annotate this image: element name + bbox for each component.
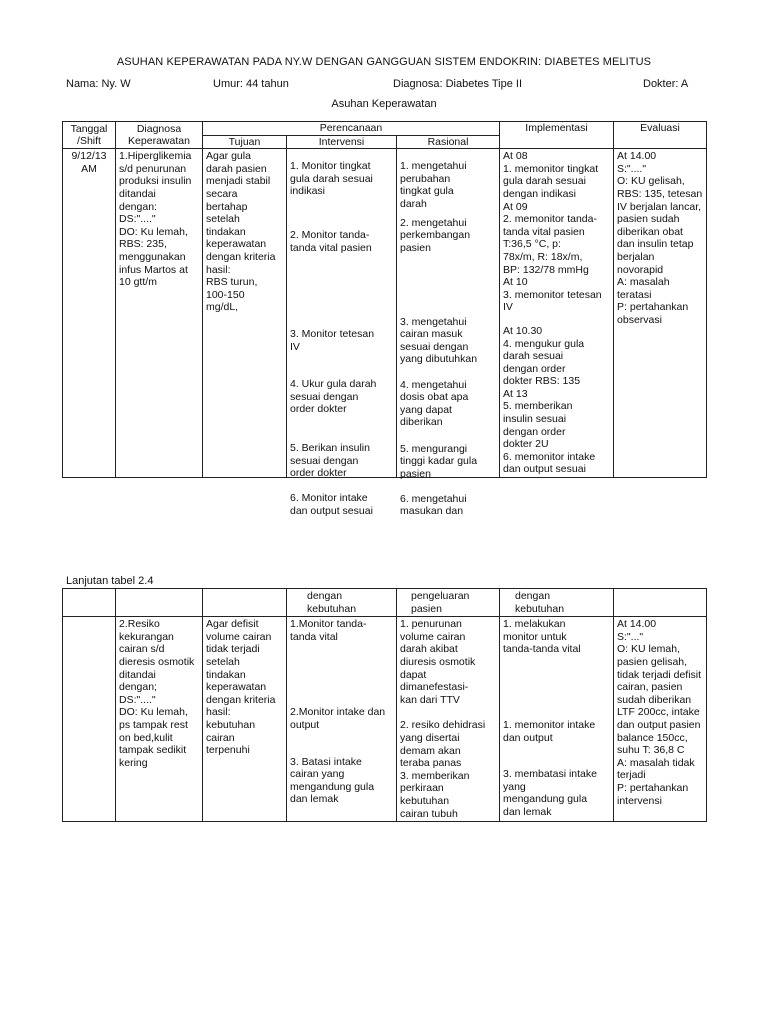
implementasi-item: 3. membatasi intake yang mengandung gula dan lemak [503, 768, 597, 818]
intervensi-item: 1.Monitor tanda- tanda vital [290, 618, 367, 643]
implementasi-item: At 09 2. memonitor tanda- tanda vital pasien T:36,5 °C, p: 78x/m, R: 18x/m, BP: 132/78 mmHg [503, 200, 597, 276]
cell-implementasi-2 [500, 617, 614, 822]
intervensi-item: 3. Monitor tetesan IV [290, 327, 375, 353]
cont-intervensi: dengan kebutuhan [287, 589, 397, 617]
intervensi-item: 3. Batasi intake cairan yang mengandung gula dan lemak [290, 755, 375, 806]
implementasi-item: At 10 3. memonitor tetesan IV [503, 276, 602, 314]
rasional-item: 1. penurunan volume cairan darah akibat diuresis osmotik dapat dimanefestasi- kan dari TTV [400, 618, 476, 706]
patient-diagnosis: Diagnosa: Diabetes Tipe II [393, 78, 523, 90]
cell-implementasi [500, 149, 614, 478]
rasional-item: 3. mengetahui cairan masuk sesuai dengan yang dibutuhkan [400, 315, 478, 366]
section-subtitle: Asuhan Keperawatan [331, 98, 437, 110]
cell-tujuan-2: Agar defisit volume cairan tidak terjadi setelah tindakan keperawatan dengan kriteria hasil: kebutuhan cairan terpenuhi [203, 617, 287, 822]
cell-rasional [397, 149, 500, 518]
header-perencanaan: Perencanaan [203, 122, 500, 136]
header-tujuan: Tujuan [203, 135, 287, 149]
cell-diagnosa: 1.Hiperglikemia s/d penurunan produksi insulin ditandai dengan: DS:"...." DO: Ku lemah, RBS: 235, menggunakan infus Martos at 10 gtt/m [116, 149, 203, 478]
cell-tanggal: 9/12/13 AM [63, 149, 116, 478]
header-tanggal: Tanggal /Shift [63, 122, 116, 149]
header-diagnosa: Diagnosa Keperawatan [116, 122, 203, 149]
rasional-item: 2. resiko dehidrasi yang disertai demam akan teraba panas [400, 719, 486, 770]
cell-intervensi-2 [287, 617, 397, 822]
cont-rasional: pengeluaran pasien [397, 589, 500, 617]
cell-intervensi [287, 149, 397, 517]
cont-empty-cell [614, 589, 707, 617]
intervensi-item: 5. Berikan insulin sesuai dengan order dokter [290, 441, 370, 480]
rasional-item: 3. memberikan perkiraan kebutuhan cairan tubuh [400, 769, 470, 820]
cell-tanggal-2 [63, 617, 116, 822]
implementasi-item: 1. memonitor intake dan output [503, 718, 596, 744]
implementasi-item: 6. memonitor intake dan output sesuai [503, 450, 596, 476]
care-plan-table-continued [62, 588, 707, 822]
cell-rasional-2 [397, 617, 500, 822]
cell-tujuan: Agar gula darah pasien menjadi stabil secara bertahap setelah tindakan keperawatan dengan kriteria hasil: RBS turun, 100-150 mg/dL, [203, 149, 287, 478]
implementasi-item: 1. melakukan monitor untuk tanda-tanda vital [503, 618, 581, 656]
table-caption: Lanjutan tabel 2.4 [66, 575, 154, 587]
header-implementasi: Implementasi [500, 122, 614, 149]
rasional-item: 2. mengetahui perkembangan pasien [400, 216, 471, 254]
intervensi-item: 4. Ukur gula darah sesuai dengan order dokter [290, 377, 377, 416]
cell-evaluasi-2: At 14.00 S:"..." O: KU lemah, pasien gelisah, tidak terjadi defisit cairan, pasien sudah diberikan LTF 200cc, intake dan output pasien balance 150cc, suhu T: 36,8 C A: masalah tidak terjadi P: pertahankan intervensi [614, 617, 707, 822]
cont-empty-cell [116, 589, 203, 617]
patient-age: Umur: 44 tahun [213, 78, 289, 90]
care-plan-table [62, 121, 707, 518]
implementasi-item: At 13 5. memberikan insulin sesuai dengan order dokter 2U [503, 387, 573, 451]
rasional-item: 4. mengetahui dosis obat apa yang dapat diberikan [400, 378, 469, 429]
intervensi-item: 2. Monitor tanda- tanda vital pasien [290, 228, 372, 254]
header-evaluasi: Evaluasi [614, 122, 707, 149]
intervensi-item: 6. Monitor intake dan output sesuai [290, 491, 373, 517]
intervensi-item: 2.Monitor intake dan output [290, 706, 386, 731]
header-rasional: Rasional [397, 135, 500, 149]
implementasi-item: At 08 1. memonitor tingkat gula darah sesuai dengan indikasi [503, 150, 599, 200]
cont-empty-cell [203, 589, 287, 617]
header-intervensi: Intervensi [287, 135, 397, 149]
doctor-name: Dokter: A [643, 78, 689, 90]
implementasi-item: At 10.30 4. mengukur gula darah sesuai dengan order dokter RBS: 135 [503, 324, 585, 388]
cell-evaluasi: At 14.00 S:"...." O: KU gelisah, RBS: 135, tetesan IV berjalan lancar, pasien sudah diberikan obat dan insulin tetap berjalan novorapid A: masalah teratasi P: pertahankan observasi [614, 149, 707, 478]
document-title: ASUHAN KEPERAWATAN PADA NY.W DENGAN GANGGUAN SISTEM ENDOKRIN: DIABETES MELITUS [116, 56, 652, 68]
rasional-item: 1. mengetahui perubahan tingkat gula darah [400, 160, 467, 210]
cont-empty-cell [63, 589, 116, 617]
cell-diagnosa-2: 2.Resiko kekurangan cairan s/d dieresis osmotik ditandai dengan; DS:"...." DO: Ku lemah, ps tampak rest on bed,kulit tampak sedikit kering [116, 617, 203, 822]
rasional-item: 5. mengurangi tinggi kadar gula pasien [400, 442, 478, 480]
intervensi-item: 1. Monitor tingkat gula darah sesuai indikasi [290, 160, 373, 198]
cont-implementasi: dengan kebutuhan [500, 589, 614, 617]
patient-name: Nama: Ny. W [66, 78, 131, 90]
rasional-item: 6. mengetahui masukan dan [400, 492, 467, 518]
